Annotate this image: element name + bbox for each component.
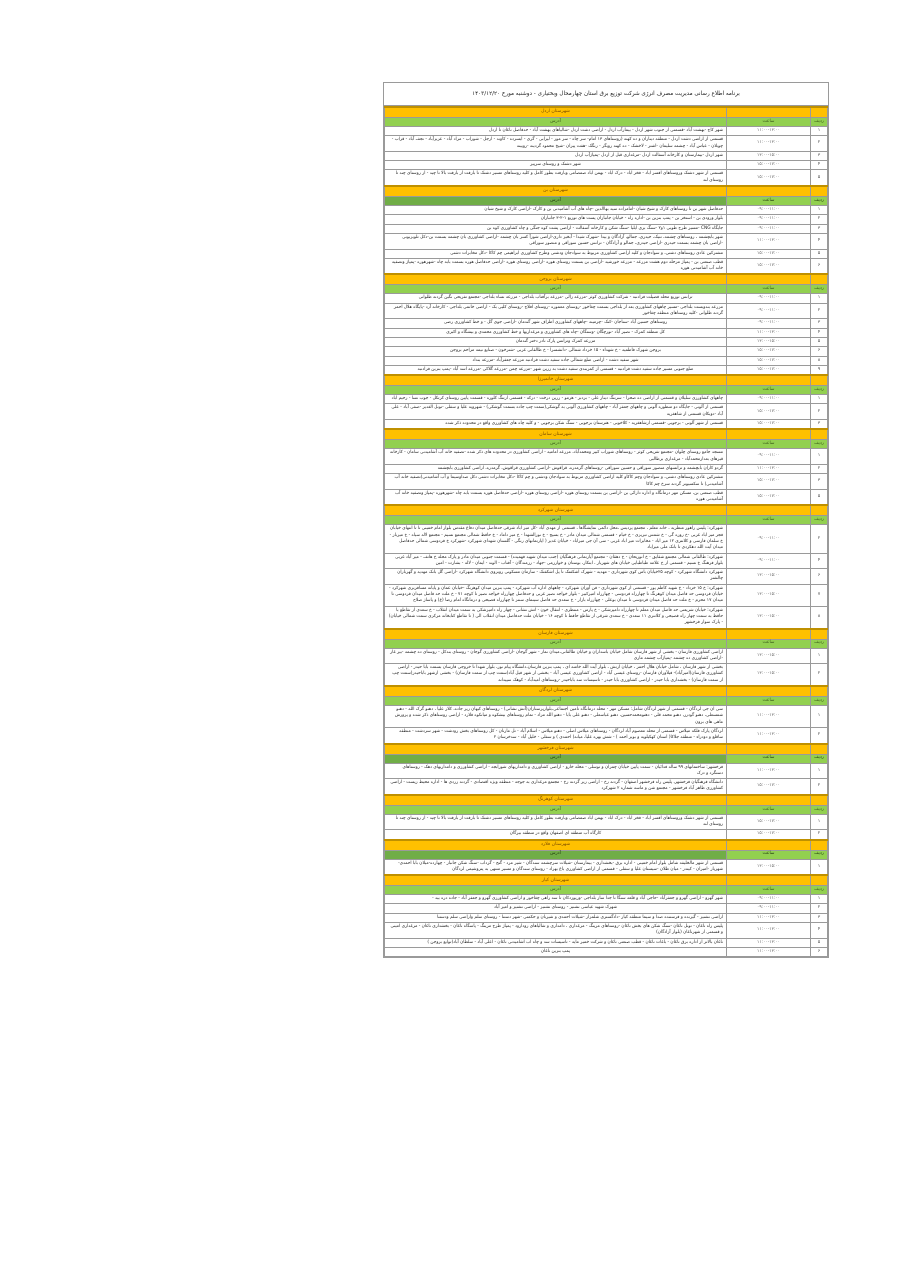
row-time: ۱۳:۰۰-۱۵:۰۰ <box>727 606 811 628</box>
row-time: ۱۱:۰۰-۱۳:۰۰ <box>727 727 811 743</box>
column-header-index: ردیف <box>811 386 828 395</box>
row-index: ۲ <box>811 136 828 152</box>
table-row <box>385 779 828 795</box>
row-time: ۱۵:۰۰-۱۷:۰۰ <box>727 365 811 375</box>
row-time: ۰۹:۰۰-۱۱:۰۰ <box>727 904 811 913</box>
county-band <box>385 629 828 640</box>
county-name: شهرستان بن <box>385 186 727 197</box>
table-row <box>385 895 828 904</box>
row-time: ۰۹:۰۰-۱۱:۰۰ <box>727 303 811 319</box>
row-index: ۲ <box>811 664 828 686</box>
table-row <box>385 474 828 490</box>
county-band-spacer <box>811 744 828 755</box>
column-header-row <box>385 805 828 814</box>
column-header-address: آدرس <box>385 118 727 127</box>
row-index: ۱ <box>811 895 828 904</box>
row-address: ضلع جنوبی مسیر جاده سفید دشت فرادنبه - قسمتی از کمربندی سفید دشت به زرین شهر -مزرعه چمن -مزرعه گلاکی -مزرعه اسد آباد -پمپ بنزین فرادنبه <box>385 365 727 375</box>
county-band <box>385 744 828 755</box>
county-band-spacer <box>811 375 828 386</box>
column-header-row <box>385 697 828 706</box>
county-band-spacer <box>811 107 828 118</box>
row-address: شهرکرد: پلیس راهور منظریه ، خانه معلم ، مجتمع پردیس ،محل دائمی نمایشگاها ، قسمتی از مهدی آباد -کل میر اباد شرقی حدفاصل میدان دفاع مقدس بلوار امام خمینی تا تا انتهای خیابان فجر میر اباد غربی -خ روزه گی - خ شمس تبریزی - خ خیام - قسمتی شمالی میدان مادر - خ بسیج - خ نورالشهدا - خ میر داماد - خ حافظ شمالی مجتمع نسیم - مجتمع لاله سیاه - خ میرباز - خ سلمان فارسی و کلانتری ۱۲ میر اباد - مخابرات میر اباد غربی - سی آن جی میراباد - خیابان غدیر ( اپارتمانهای رنگی - گلستان شهدای شهرکرد -شهرکرد خ فردوسی شمالی حدفاصل میدان آیت الله دهکردی تا بانک ملی میراباد <box>385 525 727 553</box>
column-header-time: ساعت <box>727 754 811 763</box>
column-header-index: ردیف <box>811 850 828 859</box>
row-time: ۱۳:۰۰-۱۵:۰۰ <box>727 859 811 875</box>
table-row <box>385 938 828 947</box>
county-name: شهرستان اردل <box>385 107 727 118</box>
row-address: پلیس راه ناغان - تونل ناغان -سنگ شکن های بخش ناغان -روستاهای مرینگ - مرغداری ، دامداری و شالیاهای رودارود - پمپاژ طرح مرینگ - پاسگاه ناغان - بخشداری ناغان - مرغداری امینی و قسمتی از شهرناغان (بلوار آزادگان) <box>385 923 727 939</box>
county-band-spacer <box>727 686 811 697</box>
row-index: ۱ <box>811 814 828 830</box>
row-index: ۱ <box>811 127 828 136</box>
row-index: ۴ <box>811 553 828 569</box>
table-row <box>385 553 828 569</box>
column-header-index: ردیف <box>811 118 828 127</box>
row-time: ۱۱:۰۰-۱۳:۰۰ <box>727 913 811 922</box>
table-row <box>385 365 828 375</box>
county-band <box>385 429 828 440</box>
row-time: ۱۱:۰۰-۱۳:۰۰ <box>727 464 811 473</box>
row-index: ۵ <box>811 489 828 505</box>
row-address: قسمتی از آلونی - جایگاه دو منظوره آلونی و چاههای جعفر آباد - چاههای کشاورزی آلونی به گوشکی(سمت چپ جاده بسمت گوشکی) - شهرویه علیا و سفلی -تونل الغدیر -صفی آباد - علی آباد -دوبکان قسمتی از شاهغریه <box>385 404 727 420</box>
row-time: ۰۹:۰۰-۱۱:۰۰ <box>727 449 811 465</box>
row-index: ۱ <box>811 706 828 728</box>
table-row <box>385 206 828 215</box>
row-address: شهرکرد: طالقانی شمالی مجتمع شقایق - خ انوریحان - خ دهقان - مجتمع آپارتمانی فرهنگیان (جنب میدان شهید فهمیده) - قسمت جنوبی میدان مادر و پارک محله خ هاتف - میر آباد غربی بلوار فرهنگ خ نسیم - قسمتی از خ علامه طباطبایی خیابان های شهریار ، ابتکار، بوستان و خوارزمی -جهاد - رزمندگان - آفتاب - الوند - ایمان - لاله - بشارت - امین <box>385 553 727 569</box>
county-band <box>385 505 828 516</box>
row-index: ۳ <box>811 913 828 922</box>
column-header-address: آدرس <box>385 697 727 706</box>
county-band-spacer <box>727 744 811 755</box>
row-index: ۳ <box>811 319 828 328</box>
row-index: ۶ <box>811 569 828 585</box>
county-band-spacer <box>811 840 828 851</box>
row-address: پمپ بنزین ناغان <box>385 947 727 956</box>
table-row <box>385 584 828 606</box>
row-index: ۵ <box>811 337 828 346</box>
row-address: مشترکین عادی روستاهای دشتی، و سوادجان وچم کاکاو کلیه اراضی کشاورزی مربوط به سوادجان ودشتی و چم کاکا -دکل مخابرات دشتی دکل صداوسیما و آب آشامیدنی(تصفیه خانه آب آشامیدنی) تا سکسیونر گردنه سرخ چم کاکا <box>385 474 727 490</box>
county-band <box>385 186 828 197</box>
column-header-row <box>385 285 828 294</box>
row-address: قطب صنعتی بن - پمپاژ مرحله دوم هشت مزرعه - مزرعه خورشید -اراضی بن بسمت روستای هوره -اراضی روستای هوره -اراضی حدفاصل هوره بسمت بابه چاه -شهرهوره -پمپاژ وتصفیه خانه آب آشامیدنی هوره <box>385 258 727 274</box>
row-time: ۰۹:۰۰-۱۱:۰۰ <box>727 395 811 404</box>
table-row <box>385 127 828 136</box>
table-row <box>385 464 828 473</box>
table-row <box>385 706 828 728</box>
column-header-row <box>385 118 828 127</box>
column-header-time: ساعت <box>727 697 811 706</box>
row-address: لردگان پارک فلکه میلاس - قسمتی از محله معصوم آباد لردگان - روستاهای میلاس اصلی - دهنو میلاس - اسلام آباد - تل مارنان - کل روستاهای بخش رودشت - شهر سردشت - منطقه ساقلع و دودراء - منطقه جلاکا( استان کهکیلویه و بویر احمد ) - شش بهره علیا، میانه( احمدی ) و سفلی - خلیل آباد - سدخرسان ۲ <box>385 727 727 743</box>
row-index: ۷ <box>811 584 828 606</box>
county-band <box>385 840 828 851</box>
table-row <box>385 170 828 186</box>
column-header-time: ساعت <box>727 886 811 895</box>
row-time: ۱۱:۰۰-۱۳:۰۰ <box>727 127 811 136</box>
county-band-spacer <box>727 795 811 806</box>
row-index: ۸ <box>811 606 828 628</box>
row-address: مزرعه بندوبست بلداجی -مسیر چاههای کشاورزی بعد از بلداجی بسمت چغاخور -روستای معموره -روستای افلاج -روستای کلیی بک - اراضی خانمی بلداجی - کارخانه آرد -پایگاه هلال احمر گردنه طلوانی -کلیه روستاهای منطقه چغاخور <box>385 303 727 319</box>
column-header-time: ساعت <box>727 285 811 294</box>
row-time: ۰۹:۰۰-۱۱:۰۰ <box>727 895 811 904</box>
row-index: ۹ <box>811 365 828 375</box>
row-address: مزرعه کمرک وترانس پارک نادر دختر گندمان <box>385 337 727 346</box>
column-header-row <box>385 850 828 859</box>
row-address: قسمتی از شهر مالخلیفه شامل بلوار امام خمینی - اداره برق -بخشداری - بیمارستان -شیلات سرچشمه سندگان - شیر مرد - گنج - گرداب -سنگ شکن جانباز - چهارده-میلان بابا احمدی-شهریار -امیران - کیتدر - میان طلان -سیستان علیا و سفلی - قسمتی از اراضی کشاورزی باغ بهراد - روستای سندگان و مسیر منتهی به پتروشیمی لردگان <box>385 859 727 875</box>
row-address: شهر کاج -بهشت آباد -قسمتی از جنوب شهر اردل - بیمارآب اردل - اراضی دشت اردل -شالیاهای بهشت آباد - حدفاصل ناغان تا اردل <box>385 127 727 136</box>
county-band <box>385 875 828 886</box>
row-time: ۱۵:۰۰-۱۷:۰۰ <box>727 258 811 274</box>
county-band-spacer <box>727 274 811 285</box>
row-time: ۱۱:۰۰-۱۳:۰۰ <box>727 706 811 728</box>
row-index: ۴ <box>811 233 828 249</box>
row-time: ۱۳:۰۰-۱۵:۰۰ <box>727 337 811 346</box>
row-address: مسجد جامع روستای چلوان -مجتمع تفریحی کوثر - روستاهای شوراب کبیر ومحمدآباد، مزرعه امامیه - اراضی کشاورزی در محدوده های ذکر شده -تصفیه خانه آب آشامیدنی سامان - کارخانه قیرهای بعدازمحمدآباد - مرغداری برطالبی <box>385 449 727 465</box>
table-row <box>385 449 828 465</box>
row-index: ۵ <box>811 170 828 186</box>
row-time: ۱۳:۰۰-۱۵:۰۰ <box>727 151 811 160</box>
table-row <box>385 904 828 913</box>
row-time: ۱۳:۰۰-۱۵:۰۰ <box>727 584 811 606</box>
row-time: ۰۹:۰۰-۱۱:۰۰ <box>727 553 811 569</box>
column-header-index: ردیف <box>811 697 828 706</box>
table-row <box>385 233 828 249</box>
table-row <box>385 489 828 505</box>
row-address: حدفاصل شهر بن تا روستاهای کارک و شیخ شبان -امامزاده سید بهاالدین -چاه های آب آشامیدنی بن و کارک -اراضی کارک و شیخ شبان <box>385 206 727 215</box>
table-row <box>385 664 828 686</box>
column-header-row <box>385 386 828 395</box>
county-name: شهرستان شهرکرد <box>385 505 727 516</box>
county-band-spacer <box>727 629 811 640</box>
row-time: ۱۳:۰۰-۱۵:۰۰ <box>727 569 811 585</box>
county-name: شهرستان فلارد <box>385 840 727 851</box>
table-row <box>385 648 828 664</box>
table-row <box>385 395 828 404</box>
row-index: ۴ <box>811 923 828 939</box>
row-time: ۰۹:۰۰-۱۱:۰۰ <box>727 224 811 233</box>
row-address: شهرکرد: خیابان شریعتی حد فاصل میدان معلم تا چهارراه دامپزشکی - خ پارس - منتظری - انتقال خون - اتش نشانی - چهار راه دامپزشکی به سمت میدان انقلاب - خ سعدی از تقاطع با حافظ به سمت چهار راه فصیحی و کلانتری ۱۱ سعدی - خ سعدی شرقی از تقاطع حافظ تا کوچه ۱۶ - خیابان ملت حدفاصل میدان انقلاب الی ( تا تقاطع کتابخانه مرکزی سمت شمالی خیابان) - پارک سوار فرخشهر <box>385 606 727 628</box>
row-index: ۱ <box>811 294 828 303</box>
county-name: شهرستان فارسان <box>385 629 727 640</box>
row-time: ۰۹:۰۰-۱۱:۰۰ <box>727 215 811 224</box>
row-time: ۱۵:۰۰-۱۷:۰۰ <box>727 814 811 830</box>
row-time: ۱۵:۰۰-۱۷:۰۰ <box>727 830 811 840</box>
row-index: ۶ <box>811 258 828 274</box>
column-header-time: ساعت <box>727 516 811 525</box>
column-header-index: ردیف <box>811 285 828 294</box>
row-address: قسمتی از شهر دشتک وروستاهای افسر اباد - فخر اباد - درک اباد - بهمن اباد صمصامی وبازفت بطور کامل و کلیه روستاهای مسیر دشتک تا بازفت از بازفت بالا تا چید - از روستای چند تا روستای لند <box>385 170 727 186</box>
column-header-index: ردیف <box>811 197 828 206</box>
table-row <box>385 258 828 274</box>
row-index: ۴ <box>811 328 828 337</box>
row-address: شهرکرد دانشگاه شهرکرد - کوچه ۲۵خیابان باس کوی شهرداری - مهدیه - شهرک اشکفتک تا پل اشکفتک - سازمان مسکونی روبروی دانشگاه شهرکرد -اراضی گل بانک مهدیه و گهرباران چالشتر <box>385 569 727 585</box>
row-index: ۶ <box>811 947 828 956</box>
column-header-time: ساعت <box>727 118 811 127</box>
row-time: ۱۵:۰۰-۱۷:۰۰ <box>727 779 811 795</box>
county-band-spacer <box>811 505 828 516</box>
county-band <box>385 107 828 118</box>
row-address: قسمتی از شهر آلونی - برجویی -قسمتی ازشاهغریه - کلاخوبی - هنرستان برجویی - سنگ شکن برجویی - و کلیه چاه های کشاورزی واقع در محدوده ذکر شده <box>385 420 727 430</box>
row-address: بلوار ورودی بن - استخر بن - پمپ بنزین بن -اداره راه - خیابان جانبازان پست های توزیع ۱-۲-۳ جانبازان <box>385 215 727 224</box>
page-title: برنامه اطلاع رسانی مدیریت مصرف انرژی شرکت توزیع برق استان چهارمحال وبختیاری - دوشنبه مورخ ۱۴۰۳/۱۲/۲۰ <box>384 83 828 106</box>
row-address: قسمتی از شهر دشتک وروستاهای افسر اباد - فخر اباد - درک اباد - بهمن اباد صمصامی وبازفت بطور کامل و کلیه روستاهای مسیر دشتک تا بازفت از بازفت بالا تا چید - از روستای چند تا روستای لند <box>385 814 727 830</box>
table-row <box>385 859 828 875</box>
table-row <box>385 763 828 779</box>
row-time: ۱۵:۰۰-۱۷:۰۰ <box>727 170 811 186</box>
row-address: روستاهای حسین آباد -ستاجان -کنک -چرمینه -چاههای کشاورزی اطراف شهر گندمان -اراضی جوی گل - و خط کشاورزی رضی <box>385 319 727 328</box>
column-header-address: آدرس <box>385 440 727 449</box>
column-header-row <box>385 516 828 525</box>
row-time: ۱۱:۰۰-۱۳:۰۰ <box>727 136 811 152</box>
row-address: ناغان بالاتر از اداره برق ناغان - باغات ناغان - قطب صنعتی ناغان و شرکت خمیر مایه - تاسیسات سد و چاه اب اشامیدنی ناغان - اعلی آباد - سلطان آباد(توابع بروجن ) <box>385 938 727 947</box>
row-time: ۱۱:۰۰-۱۳:۰۰ <box>727 233 811 249</box>
table-row <box>385 420 828 430</box>
table-row <box>385 151 828 160</box>
row-time: ۱۱:۰۰-۱۳:۰۰ <box>727 328 811 337</box>
county-band-spacer <box>727 107 811 118</box>
row-address: شهرکرد: خ ۱۵ خرداد - خ شهید کاظم پور - قسمتی از کوی شهرداری - فن آوران شهرکرد - چاههای اداره آب شهرکرد - پمپ بنزین میدان کوهرنگ -خیابان عمان و پایانه مسافربری شهرکرد - خیابان فردوسی حد فاصل میدان کوهرنگ تا چهارراه فردوسی - چهارراه امیرکبیر - بلوار خواجه نصیر غربی و حدفاصل چهارراه خواجه نصیر تا کوچه ۷۱ - خ ملت حد فاصل میدان فردوسی تا میدان ۱۷ محرم - خ ملت حد فاصل میدان فردوسی تا میدان بوعلی - چهارراه بازار - خ سعدی حد فاصل سینمای سنتز تا چهارراه فصیحی و درمانگاه امام رضا (ع) و پاساژ صلاح <box>385 584 727 606</box>
row-time: ۰۹:۰۰-۱۱:۰۰ <box>727 206 811 215</box>
county-band-spacer <box>727 505 811 516</box>
column-header-time: ساعت <box>727 197 811 206</box>
row-index: ۳ <box>811 474 828 490</box>
county-band-spacer <box>811 629 828 640</box>
table-row <box>385 347 828 356</box>
row-index: ۳ <box>811 224 828 233</box>
county-band <box>385 274 828 285</box>
column-header-index: ردیف <box>811 440 828 449</box>
county-band <box>385 795 828 806</box>
outage-schedule-sheet <box>383 82 829 958</box>
row-address: شهرک شهید عباسی نشنیز - روستای نشنیز - اراضی نشنیز و امیر آباد <box>385 904 727 913</box>
table-row <box>385 224 828 233</box>
county-band <box>385 686 828 697</box>
row-address: اراضی کشاورزی فارسان - بخشی از شهر فارسان شامل خیابان باسداران و خیابان طالقانی،میدان نماز - شهر گوجان -اراضی کشاورزی گوجان - روستای بندکل - روستای ده چشمه -بیر غار -اراضی کشاورزی ده چشمه -پمپاژآب چشمه ماری <box>385 648 727 664</box>
county-band-spacer <box>727 840 811 851</box>
row-index: ۲ <box>811 904 828 913</box>
column-header-address: آدرس <box>385 386 727 395</box>
row-time: ۱۳:۰۰-۱۵:۰۰ <box>727 664 811 686</box>
column-header-index: ردیف <box>811 516 828 525</box>
column-header-address: آدرس <box>385 285 727 294</box>
column-header-row <box>385 754 828 763</box>
row-time: ۱۵:۰۰-۱۷:۰۰ <box>727 404 811 420</box>
row-address: جایگاه CNG -مسیر طرح طوبی ۱و۲ -سنگ بری ایلیا -سنگ شکن و کارخانه آسفالت - اراضی پشت کوه جنگی و چاه کشاورزی کوه بن <box>385 224 727 233</box>
table-row <box>385 404 828 420</box>
row-time: ۱۵:۰۰-۱۷:۰۰ <box>727 347 811 356</box>
row-index: ۲ <box>811 779 828 795</box>
county-band-spacer <box>811 274 828 285</box>
row-time: ۱۵:۰۰-۱۷:۰۰ <box>727 489 811 505</box>
row-address: بروجن شهرک فاطمیه - خ شهداء - ۱۵ خرداد شمالی -دانشسرا - خ طالقانی غربی -شترخون - صنایع نیمه مراحم بروجن <box>385 347 727 356</box>
table-row <box>385 606 828 628</box>
row-address: سی ان جی لردگان - قسمتی از شهر لردگان شامل: مسکن مهر - محله درمانگاه تامین اجتماعی،بلوارپرستاران(آتش نشانی) - روستاهای کیهان زیر جاده، کلار علیا ، دهنو گرک الله - دهنو شمسعلی، دهنو گودرز، دهنو محمد قلی - دهنومحمدحسین، دهنو عباسعلی - دهنو علی بابا - دهنو الله مراد - تمام روستاهای بیشکوه و میانکوه فلارد - اراضی روستاهای ذکر شده و پرورش ماهی های برون <box>385 706 727 728</box>
row-index: ۲ <box>811 215 828 224</box>
row-index: ۵ <box>811 249 828 258</box>
row-time: ۱۵:۰۰-۱۷:۰۰ <box>727 474 811 490</box>
table-row <box>385 294 828 303</box>
schedule-table <box>384 106 828 957</box>
county-name: شهرستان کوهرنگ <box>385 795 727 806</box>
row-time: ۰۹:۰۰-۱۱:۰۰ <box>727 319 811 328</box>
row-index: ۲ <box>811 525 828 553</box>
county-band <box>385 375 828 386</box>
county-name: شهرستان فرخشهر <box>385 744 727 755</box>
table-row <box>385 923 828 939</box>
row-address: شهر سفید دشت - اراضی ضلع شمالی جاده سفید دشت فرادنبه مزرعه جعفرآباد -مزرعه بنداد <box>385 356 727 365</box>
row-index: ۲ <box>811 727 828 743</box>
county-band-spacer <box>811 186 828 197</box>
row-index: ۱ <box>811 395 828 404</box>
table-row <box>385 249 828 258</box>
row-index: ۱ <box>811 206 828 215</box>
row-address: فرخشهر: ساختمانهای ۹۹ ساله فدائیان - سمت پایین خیابان چمران و توسلی - محله خارو - اراضی کشاورزی و دامداریهای شورابجه - اراضی کشاورزی و دامداریهای دهک - روستاهای دستگرد و درک <box>385 763 727 779</box>
column-header-time: ساعت <box>727 386 811 395</box>
row-index: ۵ <box>811 938 828 947</box>
table-row <box>385 814 828 830</box>
row-index: ۳ <box>811 420 828 430</box>
row-index: ۱ <box>811 763 828 779</box>
row-address: گردو کاران بابچشمه و ترانسهای منصور سوراقی و حسین سوراقی -روستاهای گرمدره، قراقوش -اراضی کشاورزی قراقوش، گرمدره، اراضی کشاورزی بابچشمه <box>385 464 727 473</box>
row-address: کارگاه آب منطقه ای اصفهان واقع در منطقه بیرگان <box>385 830 727 840</box>
county-name: شهرستان کیار <box>385 875 727 886</box>
column-header-address: آدرس <box>385 197 727 206</box>
county-band-spacer <box>727 429 811 440</box>
row-address: شهر بابچشمه ، روستاهای چشمه، تنیک، حیدری، جمالو، آزادگان و بیدا -شهرک شیدا - آبخیز داری-اراضی شورآ کسر بان چشمه -اراضی کشاورزی بان چشمه بسمت بن-دکل تلویزیونی -اراضی بان چشمه بسمت حیدری -اراضی حیدری، جمالو و آزادگان - ترانس حسین سوراقی و منصور سوراقی <box>385 233 727 249</box>
row-time: ۱۵:۰۰-۱۷:۰۰ <box>727 356 811 365</box>
row-time: ۰۹:۰۰-۱۱:۰۰ <box>727 525 811 553</box>
county-name: شهرستان سامان <box>385 429 727 440</box>
table-row <box>385 319 828 328</box>
county-band-spacer <box>727 375 811 386</box>
table-row <box>385 569 828 585</box>
row-address: شهر اردل -بیمارستان و کارخانه آسفالت اردل -مرغداری قبل از اردل -پمپاژآب اردل <box>385 151 727 160</box>
row-address: دانشگاه فرهنگیان فرخشهر، پلیس راه فرخشهر اصفهان - گردنه رخ - اراضی زیر گردنه رخ - مجتمع مرغداری به جوجه - منطقه ویژه اقتصادی - گردنه زردی ها - اداره محیط زیست - اراضی کشاورزی طاهر آباد فرخشهر - مجتمع شن و ماسه شماره ۲ شهرکرد <box>385 779 727 795</box>
column-header-time: ساعت <box>727 639 811 648</box>
row-address: قسمتی از اراضی دشت اردل - منطقه دیناران و ده کهنه (روستاهای ۱۳ امام- سر چاه - سر مور - لیرابی - گری - ایسرده - کاوند - ارجل - شوراب - مراد آباد - عزیزآباد - نجف آباد - قراب - چوبلان - عباس آباد - چشمه سلیمان -اشتر - لاخشک - ده کهنه رویگر - رنگک -هفت پیران -شیخ محمود گردینه -رویینه <box>385 136 727 152</box>
table-row <box>385 136 828 152</box>
row-time: ۰۹:۰۰-۱۱:۰۰ <box>727 294 811 303</box>
table-row <box>385 913 828 922</box>
column-header-time: ساعت <box>727 850 811 859</box>
row-index: ۲ <box>811 404 828 420</box>
county-band-spacer <box>727 875 811 886</box>
county-band-spacer <box>811 875 828 886</box>
row-time: ۱۵:۰۰-۱۷:۰۰ <box>727 420 811 430</box>
column-header-row <box>385 639 828 648</box>
row-time: ۱۱:۰۰-۱۳:۰۰ <box>727 763 811 779</box>
row-address: ترانس توزیع محله فضیلت فرادنبه - شرکت کشاورزی کوثر -مزرعه زالی -مزرعه برآفتاب بلداجی - مزرعه نساء بلداجی -مجتمع تفریحی نگین گردنه طلوانی <box>385 294 727 303</box>
table-row <box>385 525 828 553</box>
row-address: قطب صنعتی بن، مسکن مهر درمانگاه و اداره دارائی بن -اراضی بن بسمت روستای هوره -اراضی روستای هوره -اراضی حدفاصل هوره بسمت بابه چاه -شهرهوره -پمپاژ وتصفیه خانه آب آشامیدنی هوره <box>385 489 727 505</box>
row-time: ۱۱:۰۰-۱۳:۰۰ <box>727 923 811 939</box>
row-index: ۶ <box>811 347 828 356</box>
county-band-spacer <box>727 186 811 197</box>
table-row <box>385 328 828 337</box>
row-address: شهر دشتک و روستای سرپیر <box>385 161 727 170</box>
row-address: کل منطقه کمرک - نصیر آباد -نورچگان -وستگان -چاه های کشاورزی و مرغداریها و خط کشاورزی محمدی و بیشگاه و اکبری <box>385 328 727 337</box>
row-index: ۲ <box>811 464 828 473</box>
row-time: ۱۱:۰۰-۱۳:۰۰ <box>727 938 811 947</box>
table-row <box>385 161 828 170</box>
column-header-address: آدرس <box>385 754 727 763</box>
row-address: چاههای کشاورزی سلیلان و قسمتی از اراضی ده صحرا - سرتنگ دینار علی - بردبر - هرمو - زرین درخت - درکه - قسمتی ازتنگ کلوره - قسمت پایین روستای کرتکل - جوب نسا - رحیم اباد <box>385 395 727 404</box>
column-header-row <box>385 197 828 206</box>
column-header-address: آدرس <box>385 886 727 895</box>
column-header-time: ساعت <box>727 440 811 449</box>
table-row <box>385 303 828 319</box>
row-index: ۲ <box>811 830 828 840</box>
row-index: ۱ <box>811 449 828 465</box>
row-index: ۲ <box>811 303 828 319</box>
row-index: ۸ <box>811 356 828 365</box>
county-band-spacer <box>811 686 828 697</box>
row-time: ۱۱:۰۰-۱۳:۰۰ <box>727 947 811 956</box>
row-address: مشترکین عادی روستاهای دشتی، و سوادجان و کلیه اراضی کشاورزی مربوط به سوادجان ودشتی وطرح کشاورزی ابراهیمی چم کاکا -دکل مخابرات دشتی <box>385 249 727 258</box>
table-row <box>385 947 828 956</box>
county-name: شهرستان لردگان <box>385 686 727 697</box>
column-header-row <box>385 886 828 895</box>
column-header-address: آدرس <box>385 639 727 648</box>
column-header-address: آدرس <box>385 805 727 814</box>
row-index: ۱ <box>811 859 828 875</box>
row-time: ۱۳:۰۰-۱۵:۰۰ <box>727 648 811 664</box>
column-header-time: ساعت <box>727 805 811 814</box>
row-time: ۱۵:۰۰-۱۷:۰۰ <box>727 161 811 170</box>
county-name: شهرستان خانمیرزا <box>385 375 727 386</box>
county-band-spacer <box>811 795 828 806</box>
column-header-index: ردیف <box>811 754 828 763</box>
county-band-spacer <box>811 429 828 440</box>
row-time: ۱۵:۰۰-۱۷:۰۰ <box>727 249 811 258</box>
table-row <box>385 727 828 743</box>
table-row <box>385 356 828 365</box>
row-address: شهر گهرو - اراضی گهرو و جعفرآباد -حاجی آباد و قلعه سنگا تا جدا ساز بلداجی -ورپوزدکان تا سه راهی چغاخور و اراضی کشاورزی گهرو و جعفر آباد - جاده دره بید - <box>385 895 727 904</box>
row-address: اراضی نشنیز - گیرنده و فرستنده صدا و سیما منطقه کیار -دادگستری شلمزار -شیلات احمدی و شیربان و حکمتی -شهر دستنا - روستای سلم واراضی سلم ودستنا <box>385 913 727 922</box>
column-header-address: آدرس <box>385 516 727 525</box>
column-header-index: ردیف <box>811 639 828 648</box>
table-row <box>385 337 828 346</box>
county-name: شهرستان بروجن <box>385 274 727 285</box>
row-index: ۱ <box>811 648 828 664</box>
row-address: بخشی از شهر فارسان ، شامل خیابان هلال احمر ، خیابان ارتش ، بلوار آیت الله خامنه ای ، پمپ بنزین فارسان،دانشگاه پیام نور، بلوار شهدا تا خروجی فارسان بسمت بابا حیدر - اراضی کشاورزی فارسان(امیرآباد)- فیلآوران فارسان -روستای عیسی آباد - اراضی کشاورزی عیسی آباد - بخشی از شهر فیل آباد(سمت چپ از سمت فارسان) - بخشی ازشهر باباحیدر(سمت چپ از سمت فارسان) - بخشداری بابا حیدر - اراضی کشاورزی بابا حیدر - تاسیسات سد باباحیدر -روستاهای امیدآباد - کوهک سپیدانه <box>385 664 727 686</box>
column-header-index: ردیف <box>811 886 828 895</box>
row-index: ۴ <box>811 161 828 170</box>
row-index: ۳ <box>811 151 828 160</box>
column-header-index: ردیف <box>811 805 828 814</box>
column-header-address: آدرس <box>385 850 727 859</box>
table-row <box>385 215 828 224</box>
column-header-row <box>385 440 828 449</box>
table-row <box>385 830 828 840</box>
